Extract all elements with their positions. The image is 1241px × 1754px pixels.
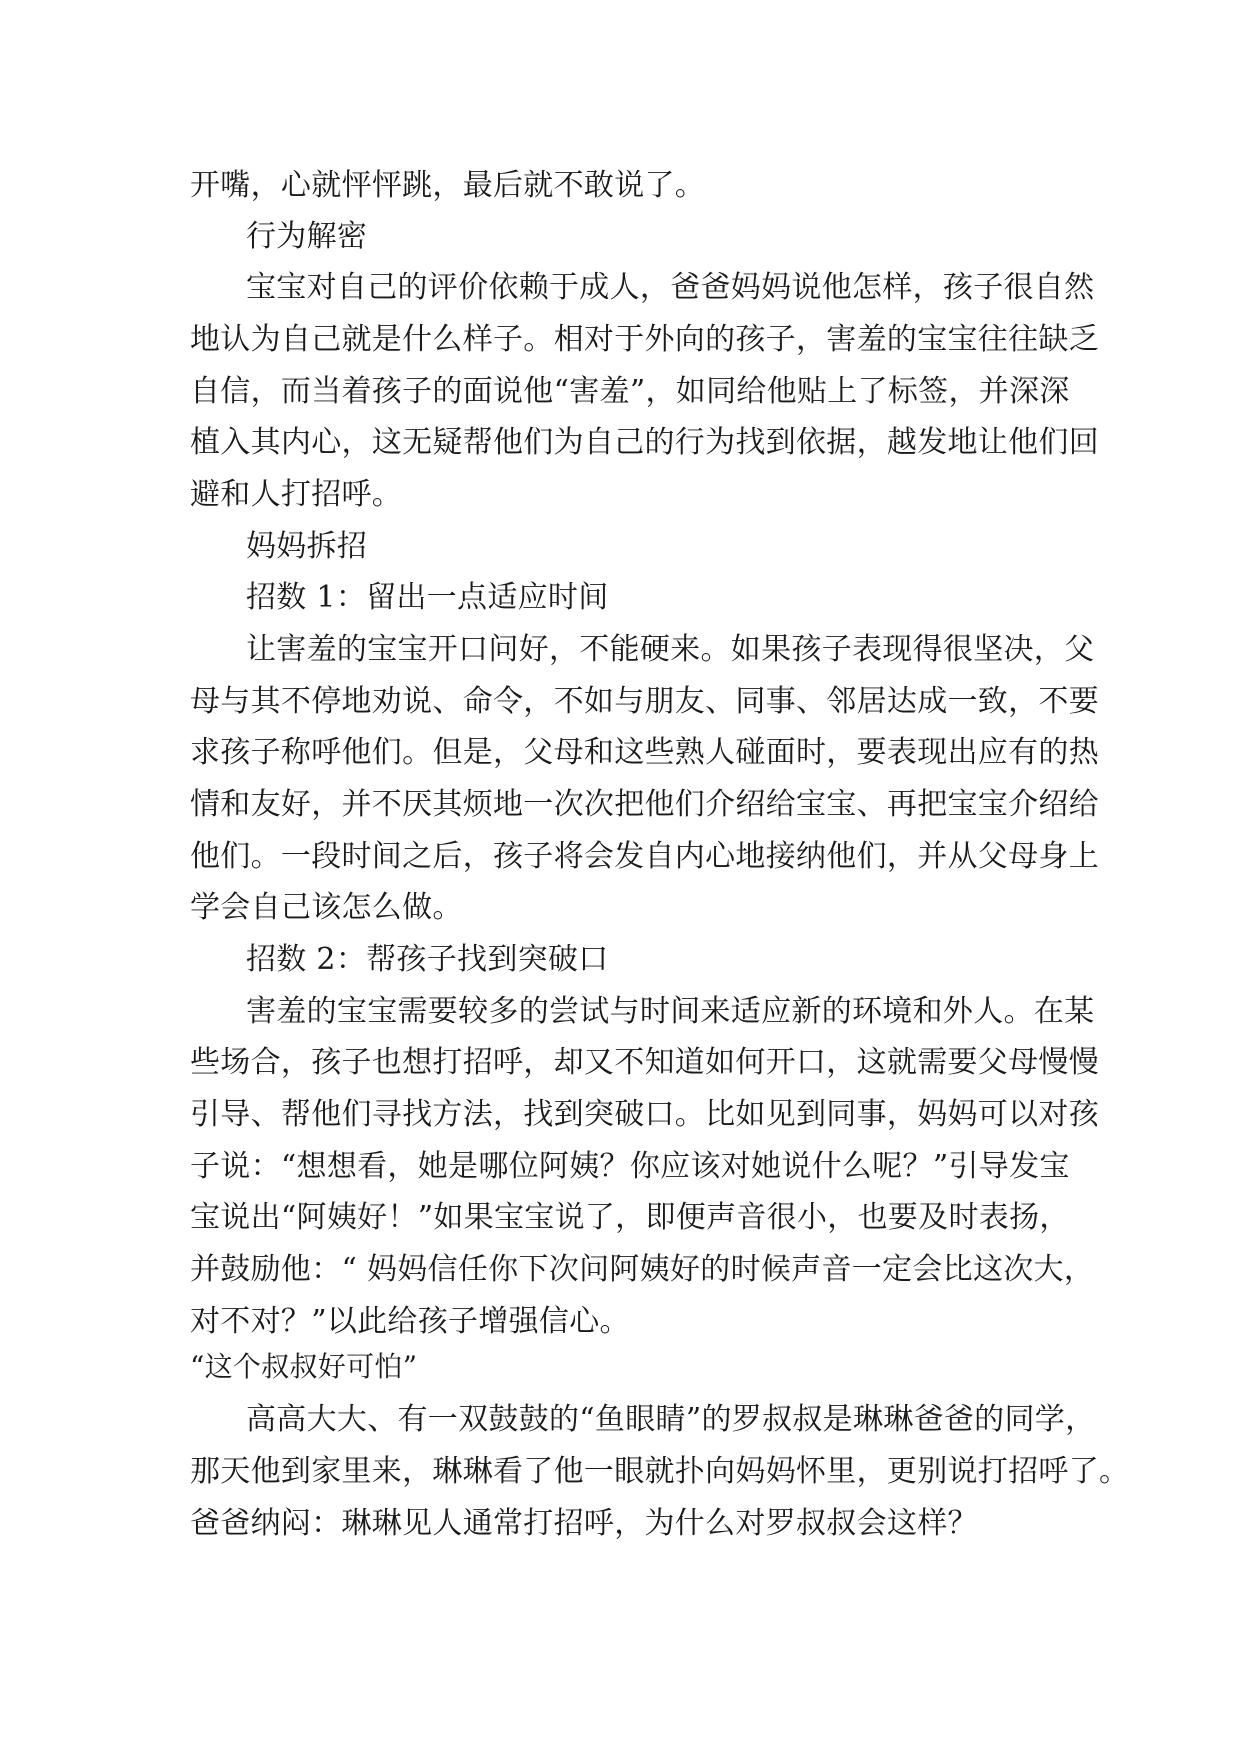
paragraph-line: 植入其内心，这无疑帮他们为自己的行为找到依据，越发地让他们回 [190, 425, 1099, 460]
sub-heading: 招数 1：留出一点适应时间 [246, 580, 609, 615]
section-heading: 妈妈拆招 [246, 529, 368, 564]
section-heading: 行为解密 [246, 219, 368, 254]
paragraph-line: 那天他到家里来，琳琳看了他一眼就扑向妈妈怀里，更别说打招呼了。 [190, 1454, 1130, 1489]
paragraph-line: 母与其不停地劝说、命令，不如与朋友、同事、邻居达成一致，不要 [190, 684, 1099, 719]
paragraph-line: 求孩子称呼他们。但是，父母和这些熟人碰面时，要表现出应有的热 [190, 735, 1099, 770]
section-heading: “这个叔叔好可怕” [190, 1350, 418, 1383]
paragraph-line: 宝宝对自己的评价依赖于成人，爸爸妈妈说他怎样，孩子很自然 [246, 270, 1095, 305]
paragraph-line: 爸爸纳闷：琳琳见人通常打招呼，为什么对罗叔叔会这样？ [190, 1506, 978, 1541]
paragraph-line: 些场合，孩子也想打招呼，却又不知道如何开口，这就需要父母慢慢 [190, 1045, 1099, 1080]
paragraph-line: 并鼓励他：“ 妈妈信任你下次问阿姨好的时候声音一定会比这次大， [190, 1252, 1095, 1287]
paragraph-line: 自信，而当着孩子的面说他“害羞”，如同给他贴上了标签，并深深 [190, 374, 1070, 409]
paragraph-line: 宝说出“阿姨好！”如果宝宝说了，即便声音很小，也要及时表扬， [190, 1200, 1070, 1235]
paragraph-line: 开嘴，心就怦怦跳，最后就不敢说了。 [190, 168, 706, 203]
paragraph-line: 高高大大、有一双鼓鼓的“鱼眼睛”的罗叔叔是琳琳爸爸的同学， [246, 1402, 1096, 1437]
paragraph-line: 情和友好，并不厌其烦地一次次把他们介绍给宝宝、再把宝宝介绍给 [190, 787, 1099, 822]
paragraph-line: 他们。一段时间之后，孩子将会发自内心地接纳他们，并从父母身上 [190, 839, 1099, 874]
paragraph-line: 让害羞的宝宝开口问好，不能硬来。如果孩子表现得很坚决，父 [246, 632, 1095, 667]
paragraph-line: 害羞的宝宝需要较多的尝试与时间来适应新的环境和外人。在某 [246, 994, 1095, 1029]
paragraph-line: 避和人打招呼。 [190, 477, 403, 512]
sub-heading: 招数 2：帮孩子找到突破口 [246, 942, 609, 977]
paragraph-line: 引导、帮他们寻找方法，找到突破口。比如见到同事，妈妈可以对孩 [190, 1097, 1099, 1132]
paragraph-line: 地认为自己就是什么样子。相对于外向的孩子，害羞的宝宝往往缺乏 [190, 322, 1099, 357]
paragraph-line: 学会自己该怎么做。 [190, 890, 463, 925]
paragraph-line: 对不对？”以此给孩子增强信心。 [190, 1304, 630, 1339]
paragraph-line: 子说：“想想看，她是哪位阿姨？你应该对她说什么呢？”引导发宝 [190, 1149, 1070, 1184]
